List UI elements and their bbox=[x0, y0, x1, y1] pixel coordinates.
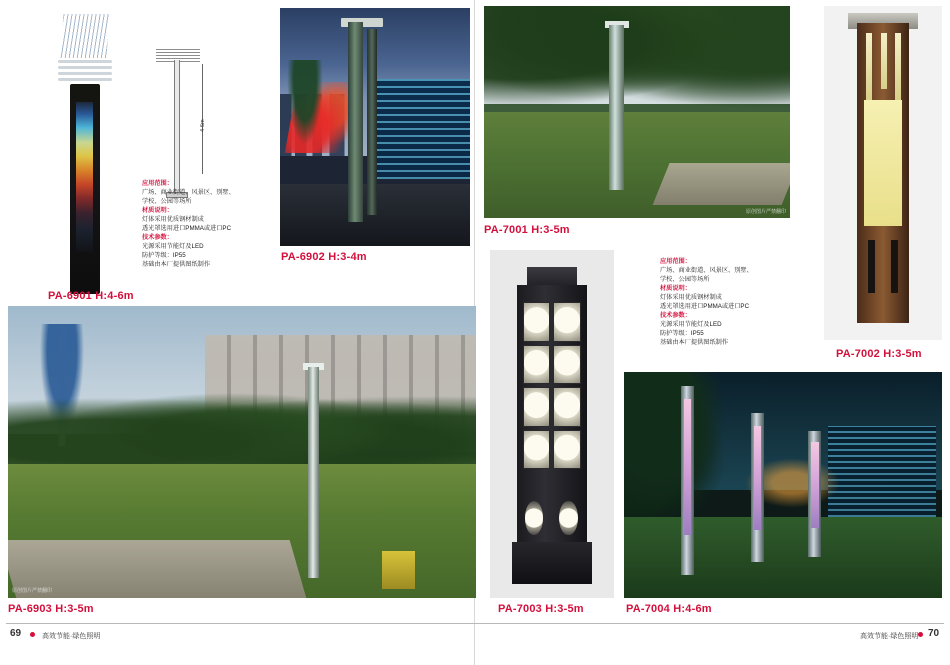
spec-block-right bbox=[660, 258, 780, 348]
panel-medallion bbox=[523, 302, 550, 342]
spec-line: 灯体采用优质钢材制成 bbox=[142, 215, 204, 223]
footer-text-right: 高效节能·绿色照明 bbox=[860, 633, 919, 640]
spec-line: 光源采用节能灯及LED bbox=[660, 320, 722, 328]
spec-heading-application: 应用范围： bbox=[142, 180, 173, 187]
spec-line: 广场、商业街道、风景区、别墅、 bbox=[660, 266, 753, 274]
photo-blue-building bbox=[371, 79, 470, 179]
lamp-fin bbox=[58, 60, 112, 63]
photo-trees bbox=[484, 6, 790, 125]
technical-drawing-pa-6901 bbox=[140, 14, 226, 204]
spec-line: 透光罩选用进口PMMA或进口PC bbox=[142, 224, 232, 232]
panel-medallion bbox=[523, 430, 550, 470]
product-image-pa-7001 bbox=[484, 6, 790, 218]
lamp-fin bbox=[58, 66, 112, 69]
footer-text-left: 高效节能·绿色照明 bbox=[42, 633, 101, 640]
footer-bullet-left bbox=[30, 632, 35, 637]
lamp-light-panel bbox=[684, 399, 692, 535]
photo-litter-bin bbox=[382, 551, 415, 589]
lamp-slot bbox=[868, 240, 875, 293]
lamp-light-panel bbox=[76, 102, 93, 252]
spec-line: 防护等级：IP55 bbox=[660, 329, 704, 337]
lamp-pole bbox=[609, 25, 623, 190]
spec-line: 光源采用节能灯及LED bbox=[142, 242, 204, 250]
page-number-right: 70 bbox=[928, 628, 940, 639]
product-image-pa-7003 bbox=[490, 250, 614, 598]
panel-medallion bbox=[553, 387, 580, 427]
footer-bullet-right bbox=[918, 632, 923, 637]
spec-heading-material: 材质说明： bbox=[142, 206, 173, 214]
spec-line: 透光罩选用进口PMMA或进口PC bbox=[660, 302, 750, 310]
panel-medallion bbox=[523, 345, 550, 385]
lamp-light-panel bbox=[864, 100, 902, 227]
lamp-pole-secondary bbox=[367, 29, 377, 215]
lamp-light-panel bbox=[811, 442, 819, 528]
lamp-tube bbox=[881, 33, 887, 90]
product-image-pa-6902 bbox=[280, 8, 470, 246]
dimension-label: 4-6m bbox=[200, 119, 206, 132]
product-image-pa-7004 bbox=[624, 372, 942, 598]
spec-line: 基础由本厂提供图纸制作 bbox=[142, 260, 211, 268]
spec-heading-technical: 技术参数： bbox=[142, 233, 173, 241]
lamp-pole bbox=[348, 22, 362, 222]
spec-line: 基础由本厂提供图纸制作 bbox=[660, 338, 729, 346]
spec-line: 防护等级：IP55 bbox=[142, 251, 186, 259]
lamp-tube bbox=[866, 33, 872, 100]
lamp-fin bbox=[58, 72, 112, 75]
caption-pa-7001: PA-7001 H:3-5m bbox=[484, 224, 570, 236]
photo-trees bbox=[624, 372, 732, 521]
lamp-decorative-panels bbox=[523, 302, 580, 469]
product-image-pa-6903 bbox=[8, 306, 476, 598]
lamp-rosette bbox=[559, 501, 578, 536]
spec-line: 学校、公园等场所 bbox=[660, 275, 710, 283]
photo-path bbox=[653, 163, 790, 205]
panel-medallion bbox=[553, 430, 580, 470]
photo-lawn bbox=[624, 517, 942, 598]
caption-pa-7004: PA-7004 H:4-6m bbox=[626, 603, 712, 615]
caption-pa-7002: PA-7002 H:3-5m bbox=[836, 348, 922, 360]
spec-block-left bbox=[142, 180, 262, 270]
spec-line: 广场、商业街道、风景区、别墅、 bbox=[142, 188, 235, 196]
lamp-tube bbox=[895, 33, 901, 100]
lamp-slot bbox=[891, 240, 898, 293]
lamp-pole bbox=[308, 367, 319, 577]
photo-palm-tree bbox=[284, 60, 326, 155]
lamp-light-panel bbox=[754, 426, 762, 530]
photo-road bbox=[8, 540, 307, 598]
page-number-left: 69 bbox=[10, 628, 22, 639]
spec-heading-application: 应用范围： bbox=[660, 258, 691, 265]
caption-pa-6902: PA-6902 H:3-4m bbox=[281, 251, 367, 263]
footer-divider bbox=[6, 623, 944, 624]
lamp-fin bbox=[58, 78, 112, 81]
caption-pa-6901: PA-6901 H:4-6m bbox=[48, 290, 134, 302]
caption-pa-6903: PA-6903 H:3-5m bbox=[8, 603, 94, 615]
photo-watermark: 原创图片严禁翻印 bbox=[12, 588, 53, 594]
spec-line: 灯体采用优质钢材制成 bbox=[660, 293, 722, 301]
caption-pa-7003: PA-7003 H:3-5m bbox=[498, 603, 584, 615]
spec-heading-technical: 技术参数： bbox=[660, 311, 691, 319]
product-image-pa-7002 bbox=[824, 6, 942, 340]
product-image-pa-6901 bbox=[18, 6, 138, 298]
panel-medallion bbox=[523, 387, 550, 427]
photo-lit-building bbox=[828, 426, 936, 516]
spec-heading-material: 材质说明： bbox=[660, 284, 691, 292]
lamp-base bbox=[512, 542, 591, 584]
drawing-pole bbox=[174, 60, 180, 192]
photo-watermark: 原创图片严禁翻印 bbox=[745, 209, 786, 215]
panel-medallion bbox=[553, 345, 580, 385]
panel-medallion bbox=[553, 302, 580, 342]
lamp-crown-fins bbox=[60, 14, 109, 58]
spec-line: 学校、公园等场所 bbox=[142, 197, 192, 205]
